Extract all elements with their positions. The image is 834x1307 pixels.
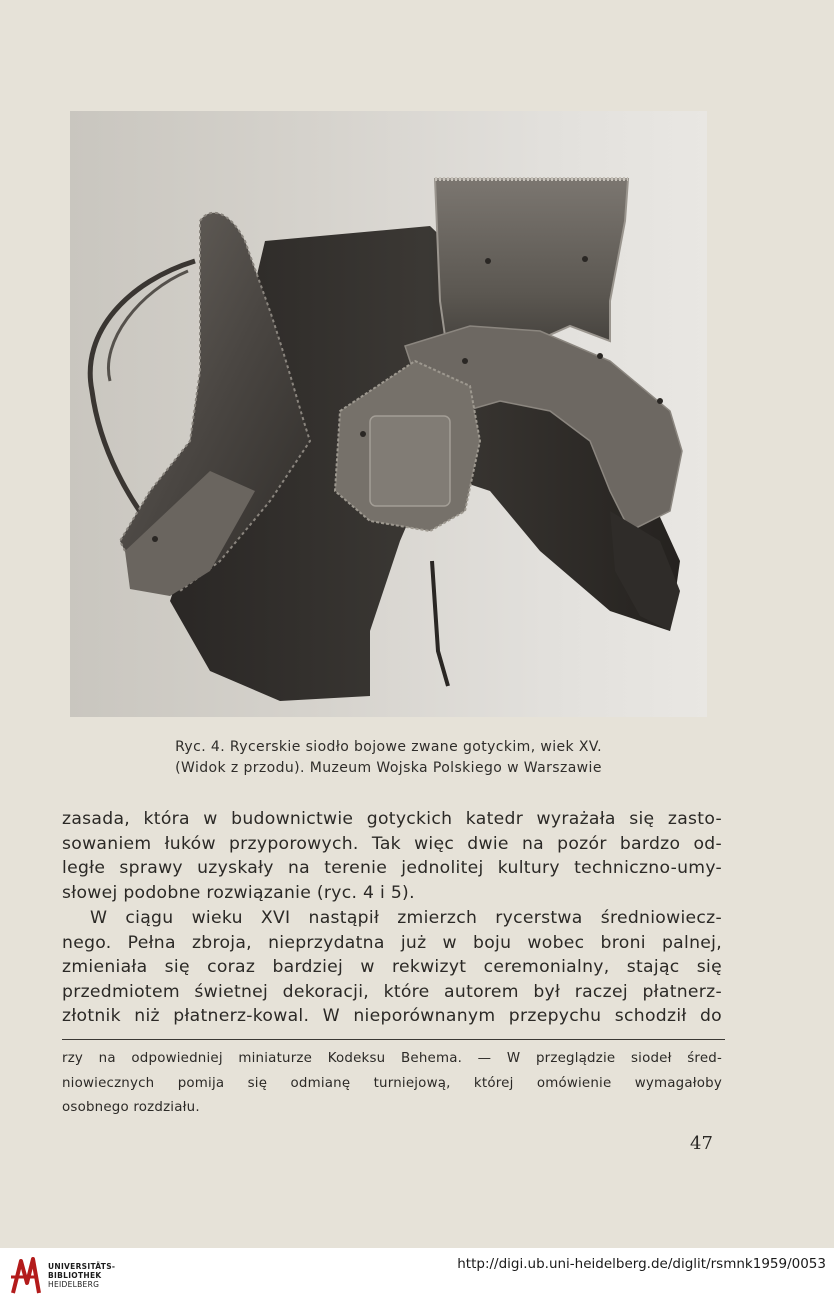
footnote-line: niowiecznych pomija się odmianę turniejową, której omówienie wymagałoby xyxy=(62,1075,722,1091)
library-name xyxy=(48,1262,115,1289)
text-line: W ciągu wieku XVI nastąpił zmierzch rycerstwa średniowiecz- xyxy=(90,908,722,928)
text-line: przedmiotem świetnej dekoracji, które autorem był raczej płatnerz- xyxy=(62,981,722,1002)
figure-caption-line1: Ryc. 4. Rycerskie siodło bojowe zwane gotyckim, wiek XV. xyxy=(175,739,602,755)
text-line: sowaniem łuków przyporowych. Tak więc dwie na pozór bardzo od- xyxy=(62,833,722,854)
paragraph-1 xyxy=(62,807,722,905)
footnote-line: osobnego rozdziału. xyxy=(62,1100,200,1116)
figure-caption-line2: (Widok z przodu). Muzeum Wojska Polskiego w Warszawie xyxy=(175,760,602,776)
library-line2: BIBLIOTHEK xyxy=(48,1271,102,1280)
text-line: zmieniała się coraz bardziej w rekwizyt ceremonialny, stając się xyxy=(62,957,722,978)
page-number: 47 xyxy=(690,1133,713,1154)
footnote-line: rzy na odpowiedniej miniaturze Kodeksu Behema. — W przeglądzie siodeł śred- xyxy=(62,1051,722,1066)
permalink-url[interactable]: http://digi.ub.uni-heidelberg.de/diglit/rsmnk1959/0053 xyxy=(457,1256,826,1272)
library-line1: UNIVERSITÄTS- xyxy=(48,1262,116,1271)
footnote-divider xyxy=(62,1039,725,1040)
text-line: nego. Pełna zbroja, nieprzydatna już w boju wobec broni palnej, xyxy=(62,932,722,953)
text-line: złotnik niż płatnerz-kowal. W nieporównanym przepychu schodził do xyxy=(62,1006,722,1027)
text-line: ległe sprawy uzyskały na terenie jednolitej kultury techniczno-umy- xyxy=(62,858,722,879)
saddle-photo xyxy=(70,111,707,717)
ub-heidelberg-logo-icon[interactable] xyxy=(7,1253,43,1299)
library-line3: HEIDELBERG xyxy=(48,1280,100,1289)
text-line: słowej podobne rozwiązanie (ryc. 4 i 5). xyxy=(62,882,415,903)
text-line: zasada, która w budownictwie gotyckich katedr wyrażała się zasto- xyxy=(62,809,722,829)
paragraph-2 xyxy=(62,906,722,1029)
footnote xyxy=(62,1049,722,1123)
